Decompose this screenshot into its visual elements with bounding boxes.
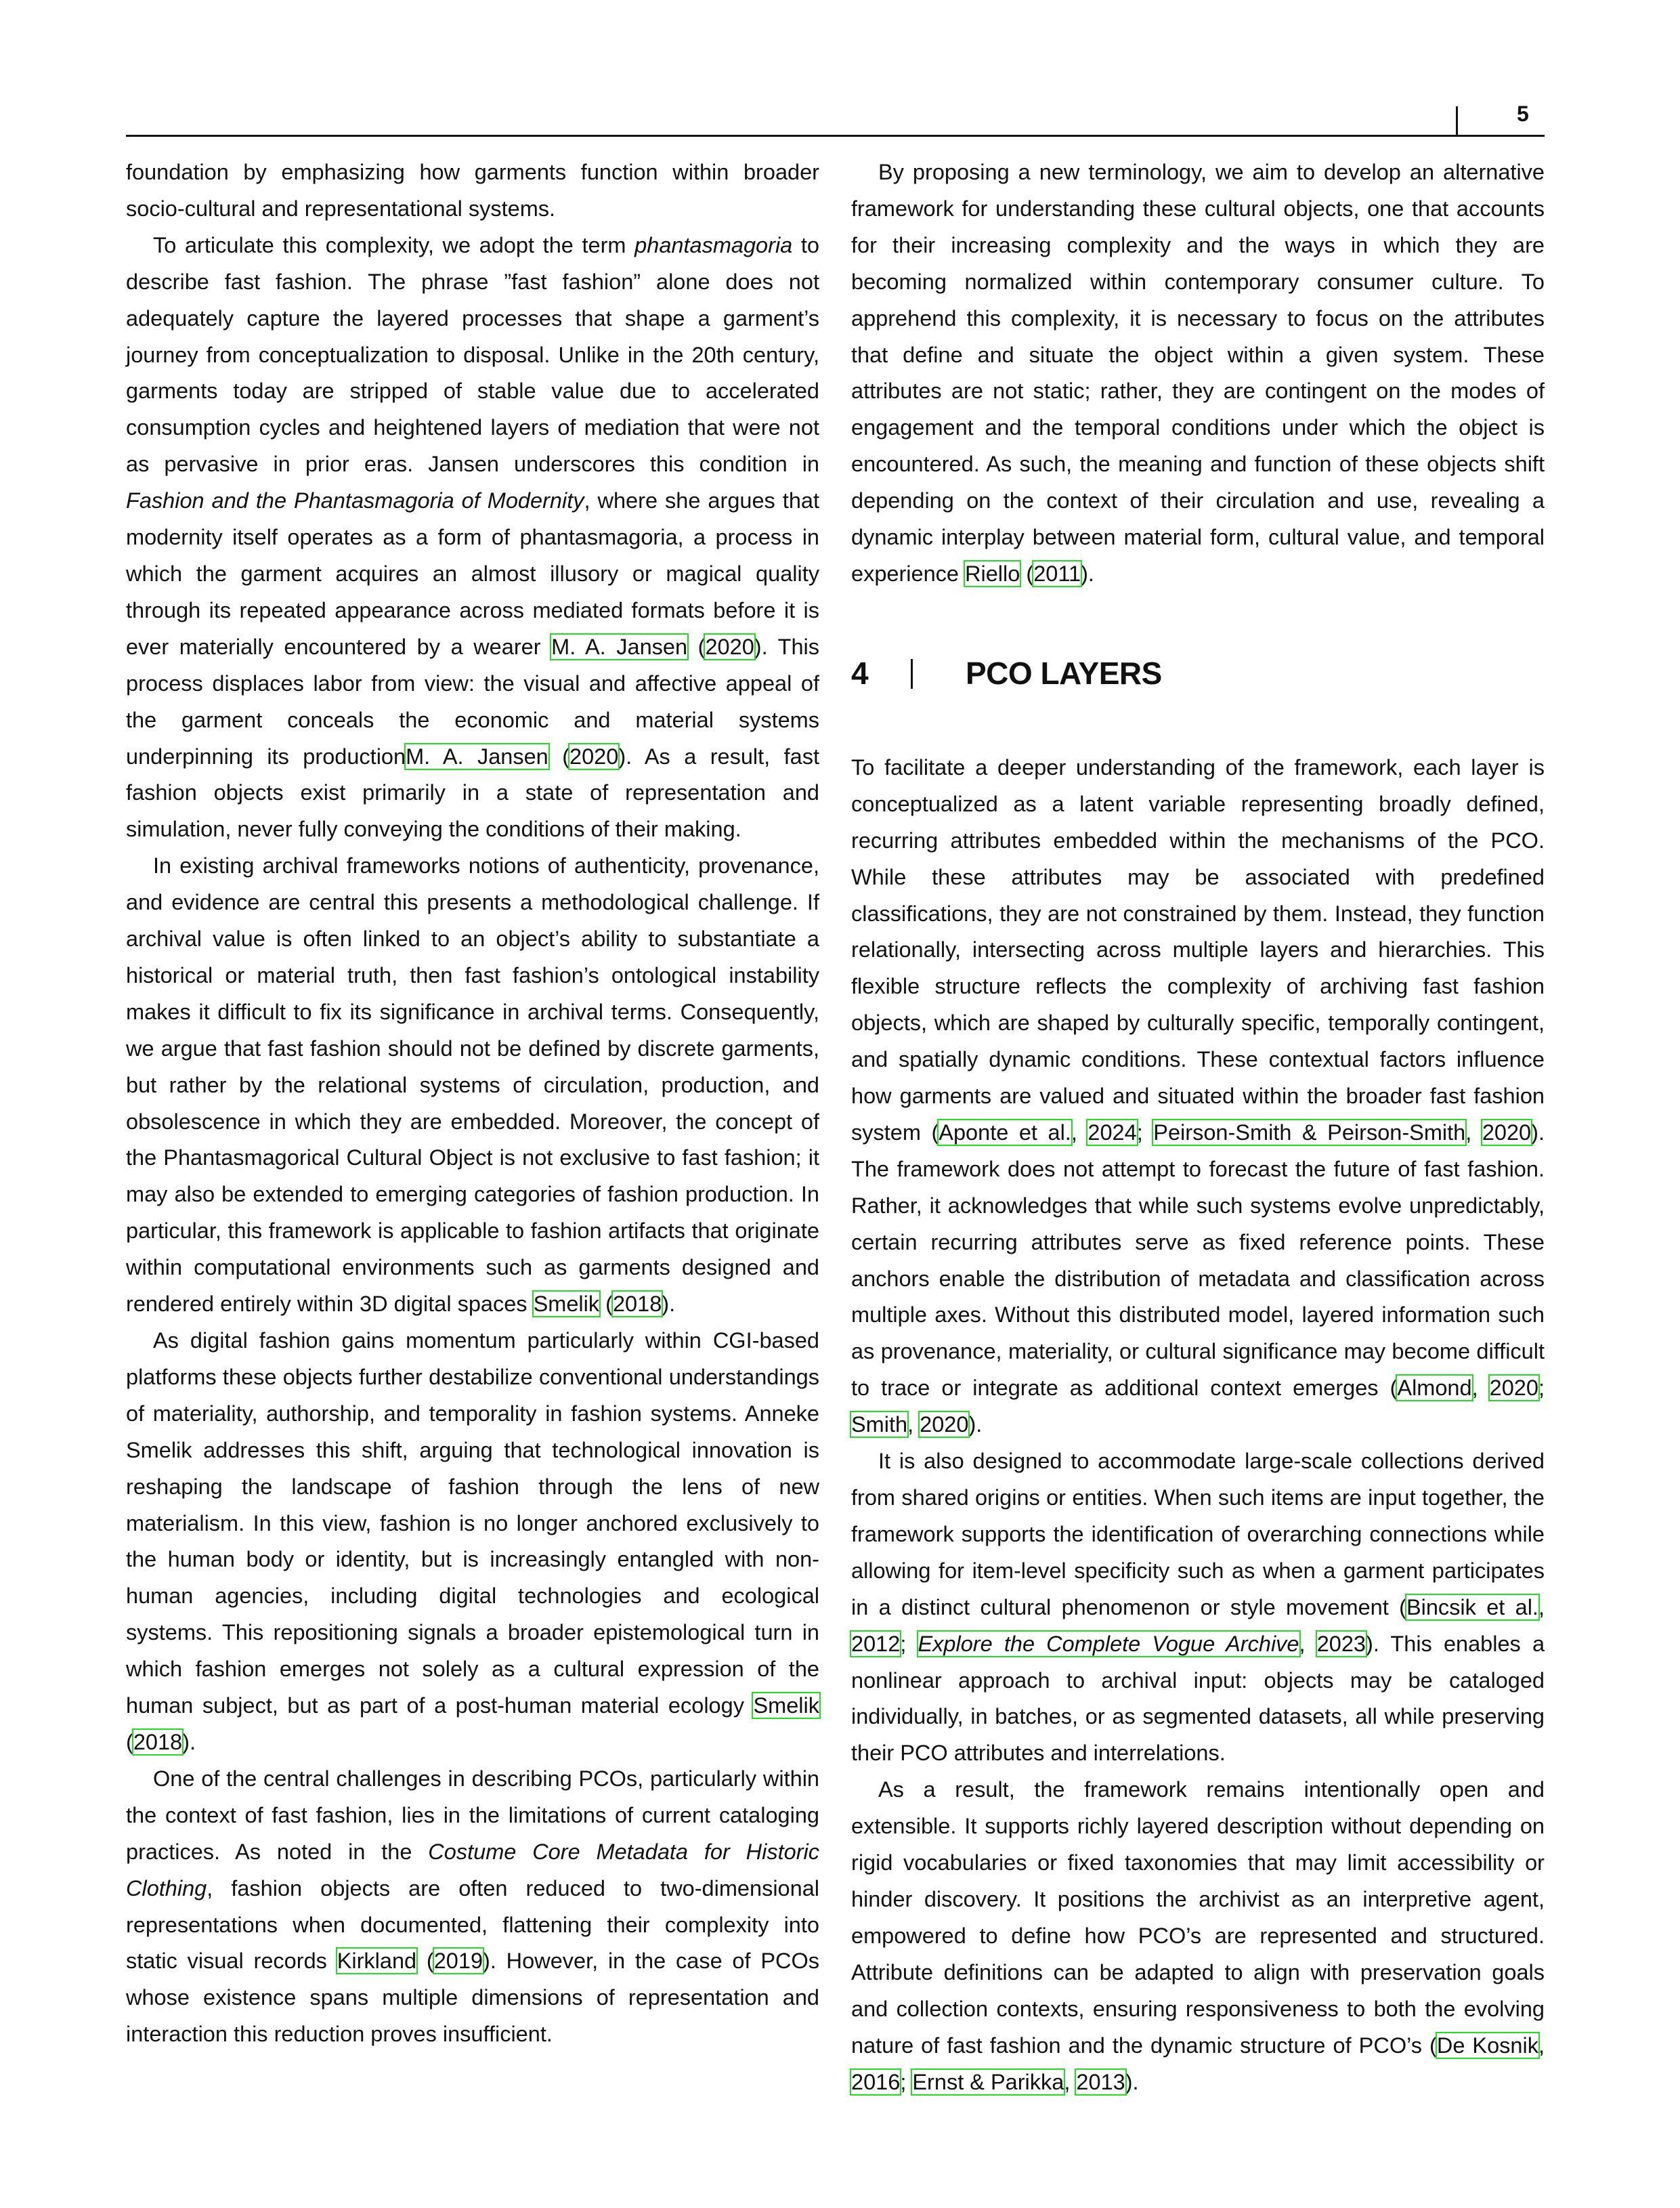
body-text: ). The framework does not attempt to forecast the future of fast fashion. Rather, it acknowledges that while such systems evolve unpredictably, certain recurring attributes serve as fixed reference points. These anchors enable the distribution of metadata and classification across multiple axes. Without this distributed model, layered information such as provenance, materiality, or cultural significance may become difficult to trace or integrate as additional context emerges ( xyxy=(851,1120,1545,1401)
body-text: , fashion objects are often reduced to two-dimensional representations when documented, flattening their complexity into static visual records xyxy=(126,1875,819,1974)
body-text: ). As a result, fast fashion objects exist primarily in a state of representation and simulation, never fully conveying the conditions of their making. xyxy=(126,744,820,842)
body-text: , xyxy=(907,1412,920,1437)
section-title: PCO LAYERS xyxy=(966,655,1162,691)
body-text: , where she argues that modernity itself operates as a form of phantasmagoria, a process in which the garment acquires an almost illusory or magical quality through its repeated appearance across mediated formats before it is ever materially encountered by a wearer xyxy=(126,488,819,659)
body-text: ). This process displaces labor from view: the visual and affective appeal of the garment conceals the economic and material systems underpinning its production xyxy=(126,634,820,769)
body-text: ). xyxy=(662,1292,676,1317)
body-text: ). xyxy=(182,1729,196,1754)
body-text: ; xyxy=(1136,1120,1154,1145)
paragraph xyxy=(851,750,1545,1443)
citation-link[interactable]: Smith xyxy=(851,1412,908,1437)
citation-link[interactable]: Smelik xyxy=(753,1693,819,1718)
paragraph xyxy=(851,1443,1545,1772)
body-text: In existing archival frameworks notions of authenticity, provenance, and evidence are central this presents a methodological challenge. If archival value is often linked to an object’s ability to substantiate a historical or material truth, then fast fashion’s ontological instability makes it difficult to fix its significance in archival terms. Consequently, we argue that fast fashion should not be defined by discrete garments, but rather by the relational systems of circulation, production, and obsolescence in which they are embedded. Moreover, the concept of the Phantasmagorical Cultural Object is not exclusive to fast fashion; it may also be extended to emerging categories of fashion production. In particular, this framework is applicable to fashion artifacts that originate within computational environments such as garments designed and rendered entirely within 3D digital spaces xyxy=(126,853,819,1317)
citation-link[interactable]: 2024 xyxy=(1087,1120,1137,1145)
citation-link[interactable]: 2018 xyxy=(612,1292,662,1317)
body-text: ; xyxy=(900,2069,913,2094)
header-rule xyxy=(126,135,1545,137)
citation-link[interactable]: 2020 xyxy=(920,1412,969,1437)
body-text: To articulate this complexity, we adopt the term xyxy=(153,232,635,257)
paragraph xyxy=(126,154,819,228)
body-text: ( xyxy=(416,1949,434,1974)
body-text: ). However, in the case of PCOs whose existence spans multiple dimensions of representation and interaction this reduction proves insufficient. xyxy=(126,1949,820,2047)
paragraph xyxy=(126,848,819,1323)
page-number: 5 xyxy=(1517,102,1529,126)
body-text: , xyxy=(1064,2069,1077,2094)
paragraph xyxy=(126,1761,819,2053)
header-divider-mark xyxy=(1456,106,1458,135)
citation-link[interactable]: 2020 xyxy=(1489,1376,1538,1401)
body-text: , xyxy=(1538,2033,1545,2058)
body-text: , xyxy=(1471,1376,1490,1401)
italic-text: phantasmagoria xyxy=(634,232,793,257)
body-text: ). xyxy=(1125,2069,1139,2094)
right-column-body xyxy=(851,750,1545,2101)
body-text: ( xyxy=(687,634,706,659)
citation-link[interactable]: 2011 xyxy=(1033,561,1081,586)
citation-link[interactable]: 2020 xyxy=(569,744,619,769)
paragraph xyxy=(126,228,819,848)
paragraph xyxy=(126,1323,819,1761)
italic-text: Costume Core Metadata for Historic Clothing xyxy=(126,1839,819,1901)
body-text: ). xyxy=(968,1412,983,1437)
section-divider xyxy=(911,659,913,689)
citation-link[interactable]: De Kosnik xyxy=(1436,2033,1538,2058)
left-column xyxy=(126,154,819,2053)
section-heading xyxy=(851,633,1545,715)
body-text: ; xyxy=(1538,1376,1545,1401)
body-text: foundation by emphasizing how garments function within broader socio-cultural and representational systems. xyxy=(126,160,819,221)
citation-link[interactable]: 2018 xyxy=(133,1729,183,1754)
body-text: ( xyxy=(126,1729,133,1754)
italic-text: Fashion and the Phantasmagoria of Modernity xyxy=(126,488,584,513)
paragraph xyxy=(851,1772,1545,2100)
citation-link[interactable]: M. A. Jansen xyxy=(551,634,688,659)
body-text: , xyxy=(1299,1631,1317,1656)
citation-link[interactable]: 2020 xyxy=(1482,1120,1532,1145)
citation-link[interactable]: 2023 xyxy=(1316,1631,1366,1656)
citation-link[interactable]: 2012 xyxy=(851,1631,901,1656)
body-text: As a result, the framework remains intentionally open and extensible. It supports richly layered description without depending on rigid vocabularies or fixed taxonomies that may limit accessibility or hinder discovery. It positions the archivist as an interpretive agent, empowered to define how PCO’s are represented and structured. Attribute definitions can be adapted to align with preservation goals and collection contexts, ensuring responsiveness to both the evolving nature of fast fashion and the dynamic structure of PCO’s ( xyxy=(851,1777,1545,2058)
citation-link[interactable]: 2020 xyxy=(705,634,754,659)
citation-link[interactable]: Bincsik et al. xyxy=(1406,1594,1538,1619)
body-text: ( xyxy=(1020,561,1034,586)
body-text: ; xyxy=(900,1631,918,1656)
citation-link[interactable]: M. A. Jansen xyxy=(406,744,548,769)
citation-link[interactable]: 2016 xyxy=(851,2069,901,2094)
body-text: By proposing a new terminology, we aim to develop an alternative framework for understanding these cultural objects, one that accounts for their increasing complexity and the ways in which they are becoming normalized within contemporary consumer culture. To apprehend this complexity, it is necessary to focus on the attributes that define and situate the object within a given system. These attributes are not static; rather, they are contingent on the modes of engagement and the temporal conditions under which the object is encountered. As such, the meaning and function of these objects shift depending on the context of their circulation and use, revealing a dynamic interplay between material form, cultural value, and temporal experience xyxy=(851,160,1545,586)
citation-link[interactable]: Smelik xyxy=(533,1292,600,1317)
right-column xyxy=(851,154,1545,2100)
citation-link[interactable]: Aponte et al. xyxy=(939,1120,1071,1145)
body-text: , xyxy=(1538,1594,1545,1619)
body-text: ( xyxy=(599,1292,613,1317)
body-text: to describe fast fashion. The phrase ”fast fashion” alone does not adequately capture the layered processes that shape a garment’s journey from conceptualization to disposal. Unlike in the 20th century, garments today are stripped of stable value due to accelerated consumption cycles and heightened layers of mediation that were not as pervasive in prior eras. Jansen underscores this condition in xyxy=(126,232,820,477)
section-number: 4 xyxy=(851,655,869,691)
citation-link[interactable]: Kirkland xyxy=(337,1949,417,1974)
citation-link[interactable]: Riello xyxy=(965,561,1020,586)
body-text: One of the central challenges in describing PCOs, particularly within the context of fast fashion, lies in the limitations of current cataloging practices. As noted in the xyxy=(126,1766,819,1864)
citation-link[interactable]: Almond xyxy=(1397,1376,1472,1401)
citation-link[interactable]: Ernst & Parikka xyxy=(912,2069,1064,2094)
citation-link[interactable]: Explore the Complete Vogue Archive xyxy=(918,1631,1299,1656)
right-column-intro xyxy=(851,154,1545,593)
body-text: , xyxy=(1071,1120,1088,1145)
paragraph xyxy=(851,154,1545,593)
citation-link[interactable]: Peirson-Smith & Peirson-Smith xyxy=(1153,1120,1466,1145)
citation-link[interactable]: 2019 xyxy=(433,1949,483,1974)
body-text: To facilitate a deeper understanding of the framework, each layer is conceptualized as a latent variable representing broadly defined, recurring attributes embedded within the mechanisms of the PCO. While these attributes may be associated with predefined classifications, they are not constrained by them. Instead, they function relationally, intersecting across multiple layers and hierarchies. This flexible structure reflects the complexity of archiving fast fashion objects, which are shaped by culturally specific, temporally contingent, and spatially dynamic conditions. These contextual factors influence how garments are valued and situated within the broader fast fashion system ( xyxy=(851,755,1545,1145)
body-text: It is also designed to accommodate large-scale collections derived from shared origins or entities. When such items are input together, the framework supports the identification of overarching connections while allowing for item-level specificity such as when a garment participates in a distinct cultural phenomenon or style movement ( xyxy=(851,1449,1545,1619)
body-text: ( xyxy=(548,744,570,769)
body-text: As digital fashion gains momentum particularly within CGI-based platforms these objects further destabilize conventional understandings of materiality, authorship, and temporality in fashion systems. Anneke Smelik addresses this shift, arguing that technological innovation is reshaping the landscape of fashion through the lens of new materialism. In this view, fashion is no longer anchored exclusively to the human body or identity, but is increasingly entangled with non-human agencies, including digital technologies and ecological systems. This repositioning signals a broader epistemological turn in which fashion emerges not solely as a cultural expression of the human subject, but as part of a post-human material ecology xyxy=(126,1328,819,1718)
body-text: , xyxy=(1465,1120,1482,1145)
body-text: ). This enables a nonlinear approach to archival input: objects may be cataloged individually, in batches, or as segmented datasets, all while preserving their PCO attributes and interrelations. xyxy=(851,1631,1545,1766)
citation-link[interactable]: 2013 xyxy=(1076,2069,1125,2094)
body-text: ). xyxy=(1081,561,1094,586)
